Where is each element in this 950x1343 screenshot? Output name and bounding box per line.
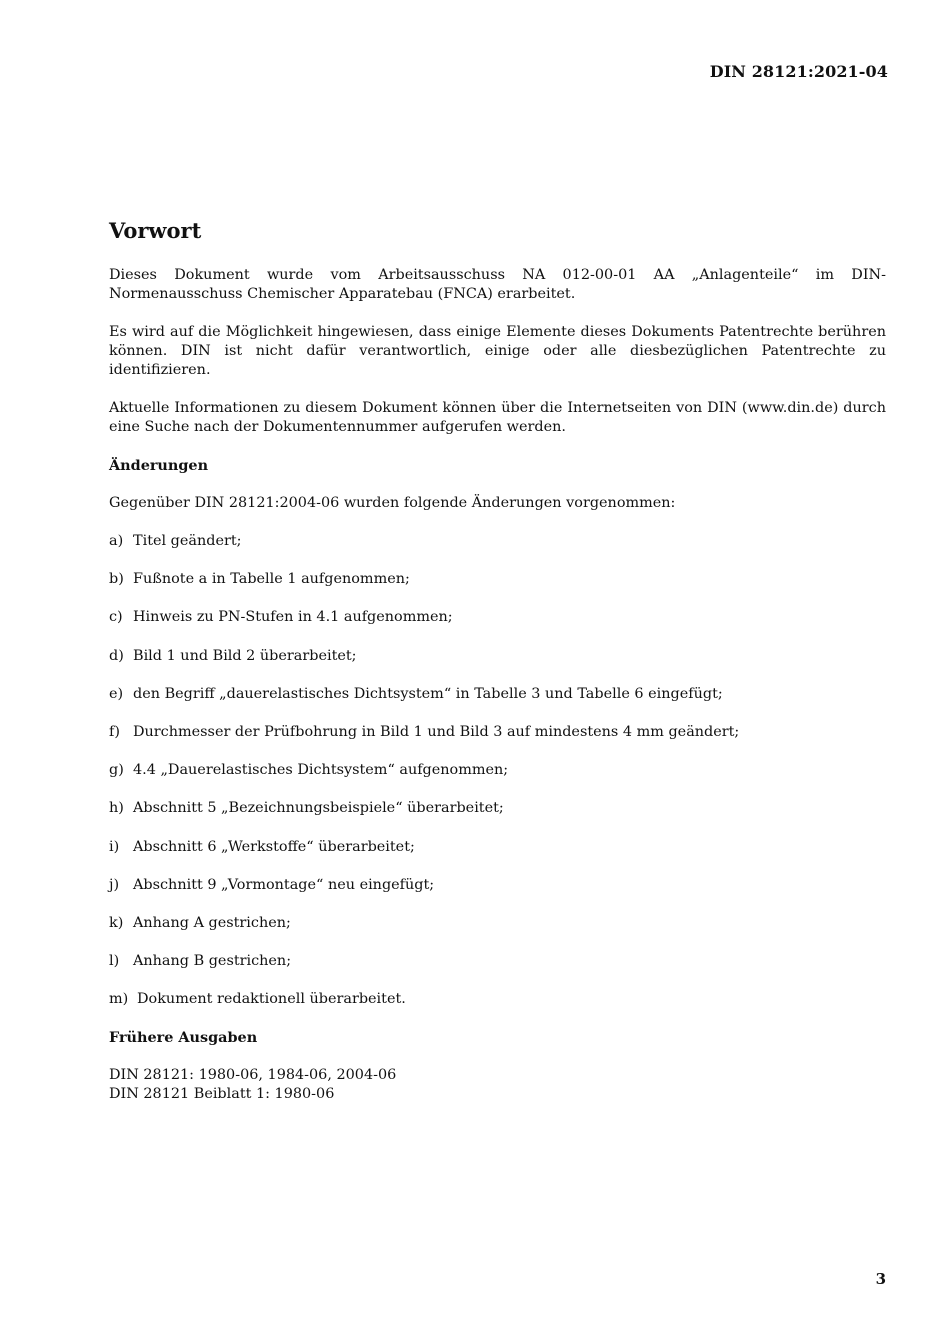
list-item (109, 685, 886, 704)
list-item (109, 876, 886, 895)
previous-editions-heading: Frühere Ausgaben (109, 1029, 258, 1047)
list-item (109, 952, 886, 971)
list-marker: a) (109, 533, 124, 549)
changes-list (109, 532, 886, 1009)
list-item (109, 838, 886, 857)
section-title: Vorwort (109, 218, 202, 243)
list-marker: e) (109, 685, 124, 702)
list-marker: l) (109, 953, 120, 970)
list-item-text: Durchmesser der Prüfbohrung in Bild 1 und Bild 3 auf mindestens 4 mm geändert; (133, 723, 740, 740)
page-number: 3 (875, 1270, 886, 1288)
previous-editions-list (109, 1066, 886, 1104)
list-item (109, 723, 886, 742)
list-item-text: Anhang B gestrichen; (133, 953, 292, 970)
list-item-text: den Begriff „dauerelastisches Dichtsystem“ in Tabelle 3 und Tabelle 6 eingefügt; (133, 685, 723, 702)
list-marker: b) (109, 571, 124, 588)
list-marker: c) (109, 609, 123, 626)
list-item-text: Abschnitt 9 „Vormontage“ neu eingefügt; (133, 876, 435, 893)
list-item-text: Abschnitt 5 „Bezeichnungsbeispiele“ überarbeitet; (133, 800, 504, 817)
list-marker: g) (109, 762, 124, 779)
changes-heading: Änderungen (109, 457, 209, 474)
previous-edition-line: DIN 28121: 1980-06, 1984-06, 2004-06 (109, 1067, 397, 1084)
previous-edition-line: DIN 28121 Beiblatt 1: 1980-06 (109, 1086, 335, 1103)
paragraph-current-info: Aktuelle Informationen zu diesem Dokument können über die Internetseiten von DIN (www.din.de) durch eine Suche nach der Dokumentennummer aufgerufen werden. (109, 400, 886, 435)
list-marker: m) (109, 991, 129, 1008)
paragraph-committee: Dieses Dokument wurde vom Arbeitsausschuss NA 012-00-01 AA „Anlagenteile“ im DIN-Normenausschuss Chemischer Apparatebau (FNCA) erarbeitet. (109, 267, 886, 302)
list-item-text: Dokument redaktionell überarbeitet. (137, 991, 406, 1008)
list-item (109, 532, 886, 551)
list-marker: f) (109, 723, 120, 740)
document-id: DIN 28121:2021-04 (709, 62, 888, 81)
list-item-text: Titel geändert; (133, 533, 242, 549)
list-item (109, 990, 886, 1009)
list-marker: i) (109, 838, 120, 855)
list-item (109, 914, 886, 933)
list-item (109, 608, 886, 627)
list-item (109, 570, 886, 589)
list-item (109, 647, 886, 666)
changes-intro: Gegenüber DIN 28121:2004-06 wurden folgende Änderungen vorgenommen: (109, 495, 676, 511)
list-marker: d) (109, 647, 124, 664)
paragraph-patent-notice: Es wird auf die Möglichkeit hingewiesen, dass einige Elemente dieses Dokuments Patentrechte berühren können. DIN ist nicht dafür verantwortlich, einige oder alle diesbezüglichen Patentrechte zu identifizieren. (109, 324, 886, 378)
document-body (109, 216, 886, 1104)
list-item-text: Bild 1 und Bild 2 überarbeitet; (133, 647, 357, 664)
list-item-text: 4.4 „Dauerelastisches Dichtsystem“ aufgenommen; (133, 762, 509, 779)
list-item (109, 799, 886, 818)
list-item-text: Abschnitt 6 „Werkstoffe“ überarbeitet; (133, 838, 415, 855)
list-marker: h) (109, 800, 124, 817)
list-marker: j) (109, 876, 120, 893)
list-item (109, 761, 886, 780)
list-item-text: Hinweis zu PN-Stufen in 4.1 aufgenommen; (133, 609, 453, 626)
list-marker: k) (109, 914, 124, 931)
list-item-text: Anhang A gestrichen; (133, 914, 291, 931)
list-item-text: Fußnote a in Tabelle 1 aufgenommen; (133, 571, 410, 588)
